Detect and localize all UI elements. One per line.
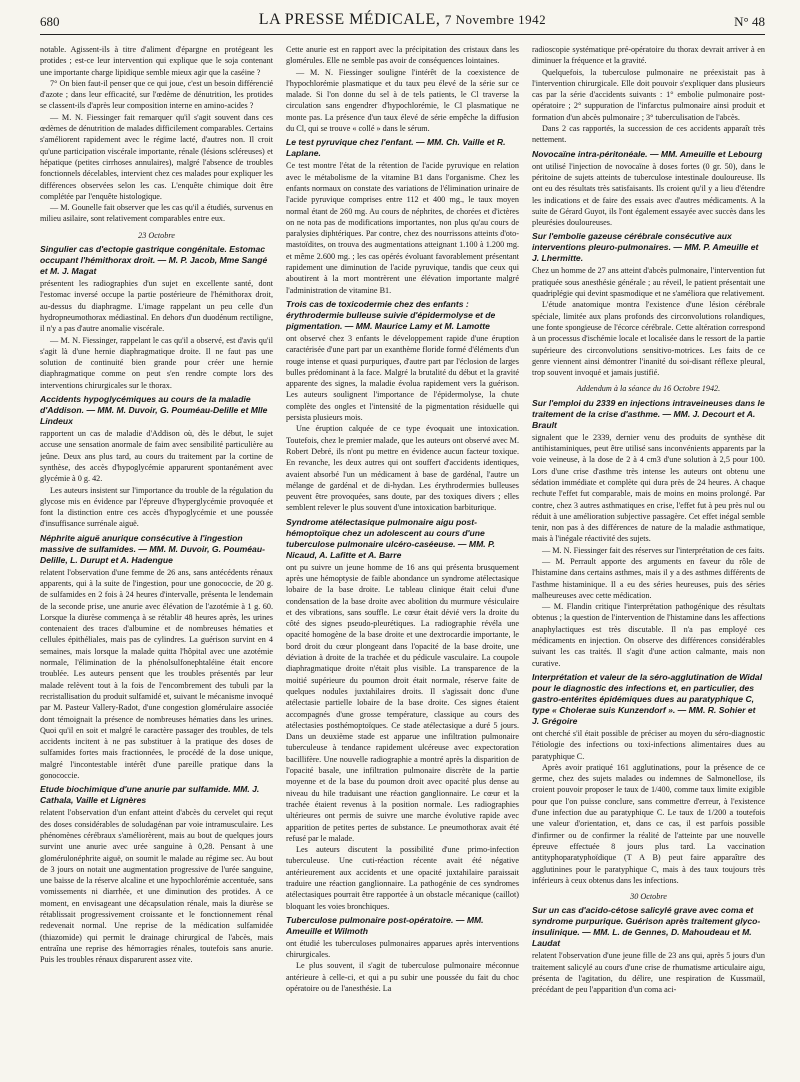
- paragraph: Une éruption calquée de ce type évoquait une intoxication. Toutefois, chez le premier malade, que les auteurs ont observé avec M. Robert Debré, ils n'ont pu mettre en évidence aucun facteur toxique. En revanche, les deux autres qui ont souffert d'accidents identiques, avaient absorbé l'un un médicament à base de gardénal, l'autre un mélange de gardénal et de di-hydan. Les érythrodermies bulleuses peuvent être provoquées, sans doute, par des toxiques divers ; elles semblent relever le plus souvent d'une intoxication barbiturique.: [286, 424, 519, 513]
- article-title: Trois cas de toxicodermie chez des enfants : érythrodermie bulleuse suivie d'épidermolyse et de pigmentation. — MM. Maurice Lamy et M. Lamotte: [286, 298, 496, 331]
- article-title: Le test pyruvique chez l'enfant. — MM. Ch. Vaille et R. Laplane.: [286, 137, 506, 159]
- paragraph: Les auteurs insistent sur l'importance du trouble de la régulation du glycose mis en évidence par l'épreuve d'hyperglycémie provoquée et font la distinction entre ces accès d'hypoglycémie et une poussée d'insuffisance surrénale aiguë.: [40, 485, 273, 529]
- article-title: Sur l'embolie gazeuse cérébrale consécutive aux interventions pleuro-pulmonaires. — MM. P. Ameuille et J. Lhermitte.: [532, 231, 759, 264]
- paragraph: — M. Flandin critique l'interprétation pathogénique des résultats obtenus ; la question de l'intervention de l'histamine dans les affections anaphylactiques est très discutable. Il n'a pas employé ces médicaments en injection. On observe des différences considérables suivant les cas traités. Il s'agit d'une action calmante, mais non curative.: [532, 602, 765, 668]
- column-2: [286, 44, 519, 1074]
- session-date: 30 Octobre: [630, 892, 667, 902]
- paragraph: présentent les radiographies d'un sujet en excellente santé, dont l'estomac inversé occupe la partie postérieure de l'hémithorax droit, au-dessus du diaphragme. L'image rappelant un peu celle d'un hydropneumothorax médiastinal. En dehors d'un duodénum rectiligne, il n'y a pas d'autre anomalie viscérale.: [40, 279, 273, 334]
- paragraph: Dans 2 cas rapportés, la succession de ces accidents apparaît très nettement.: [532, 124, 765, 145]
- paragraph: ont étudié les tuberculoses pulmonaires apparues après interventions chirurgicales.: [286, 938, 519, 960]
- paragraph: signalent que le 2339, dernier venu des produits de synthèse dit antihistaminiques, peut être utilisé sans inconvénients apparents par la voie veineuse, à la dose de 2 à 4 cm3 d'une solution à 2,5 pour 100. Lors d'une crise d'asthme très intense les auteurs ont obtenu une sédation immédiate et complète qui dura près de 24 heures. A chaque rechute l'effet fut comparable, mais de moins en moins prolongé. Par contre, chez 3 autres asthmatiques en crise, l'effet fut à peu près nul ou réduit à une amélioration subjective passagère. Cet effet inégal semble tenir, non pas à des différences de nature de la maladie asthmatique, mais à l'inégale réactivité des sujets.: [532, 432, 765, 544]
- paragraph: — M. Gounelle fait observer que les cas qu'il a étudiés, survenus en milieu asilaire, sont relativement comparables entre eux.: [40, 203, 273, 224]
- article-title: Tuberculose pulmonaire post-opératoire. — MM. Ameuille et Wilmoth: [286, 914, 484, 936]
- article-title: Néphrite aiguë anurique consécutive à l'ingestion massive de sulfamides. — MM. M. Duvoir, G. Pouméau-Delille, L. Durupt et A. Hadengue: [40, 532, 265, 565]
- paragraph: — M. N. Fiessinger fait remarquer qu'il s'agit souvent dans ces œdèmes de dénutrition de malades difficilement comparables. Certains s'améliorent rapidement avec le régime lacté, d'autres non. Il croit qu'une participation viscérale importante, rénale (lésions scléreuses) et hépatique (petites cirrhoses annulaires), malgré l'absence de troubles fonctionnels décelables, intervient chez ces malades pour expliquer les différences observées selon les cas. L'enquête chimique doit être complétée par l'enquête histologique.: [40, 112, 273, 201]
- paragraph: Chez un homme de 27 ans atteint d'abcès pulmonaire, l'intervention fut pratiquée sous anesthésie générale ; au réveil, le patient présentait une quadriplégie qui devint spasmodique et ne s'améliora que relativement.: [532, 266, 765, 299]
- paragraph: ont observé chez 3 enfants le développement rapide d'une éruption caractérisée d'une part par un exanthème floride formé d'éléments d'un rouge intense et quasi purpuriques, d'autre part par l'éclosion de larges bulles prédominant à la face. Malgré la brutalité du début et la gravité apparente des signes, la maladie évolua rapidement vers la guérison. Les auteurs soulignent l'importance de l'épidermolyse, la chute complète des ongles et l'intensité de la pigmentation résiduelle qui persista plusieurs mois.: [286, 333, 519, 423]
- paragraph: notable. Agissent-ils à titre d'aliment d'épargne en protégeant les protides ; est-ce leur intervention qui explique que le soja contenant une importante charge lipidique semble mieux agir que la caséine ?: [40, 45, 273, 77]
- column-3: [532, 44, 765, 1074]
- issue-date: 7 Novembre 1942: [444, 12, 547, 27]
- article-title: Novocaïne intra-péritonéale. — MM. Ameuille et Lebourg: [532, 148, 763, 159]
- article-title: Interprétation et valeur de la séro-agglutination de Widal pour le diagnostic des infections et, en particulier, des gastro-entérites épidémiques dues au paratyphique C, type « Cholerae suis Kunzendorf ». — MM. R. Sohier et J. Grégoire: [532, 671, 763, 726]
- paragraph: — M. N. Fiessinger fait des réserves sur l'interprétation de ces faits.: [542, 545, 765, 555]
- article-title: Singulier cas d'ectopie gastrique congénitale. Estomac occupant l'hémithorax droit. — M. P. Jacob, Mme Sangé et M. J. Magat: [40, 244, 268, 277]
- paragraph: relatent l'observation d'une jeune fille de 23 ans qui, après 5 jours d'un traitement salicylé au cours d'une crise de rhumatisme articulaire aigu, présenta de l'agitation, du délire, une respiration de Kussmaül, précédant de peu l'apparition d'un coma aci-: [532, 951, 765, 995]
- paragraph: relatent l'observation d'un enfant atteint d'abcès du cervelet qui reçut des doses considérables de soludagénan par voie intramusculaire. Les phénomènes cérébraux s'améliorèrent, mais au bout de quelques jours survint une anurie avec urée sanguine à 0,28. Pensant à une glomérulonéphrite aiguë, on soumit le malade au régime sec. Au bout de 3 jours on notait une augmentation progressive de l'urée sanguine, une baisse de la réserve alcaline et une hypochlorémie accentuée, sans vomissements ni diarrhée, et une diminution des protides. A ce moment, en envisageant une décapsulation rénale, mais la diurèse se rétablissait progressivement croissante et le fonctionnement rénal redevenait normal. Une reprise de la médication sulfamidée (thiazomide) qui permit le drainage chirurgical de l'abcès, mais entraîna une reprise des hémorragies rénales, toutefois sans anurie. Puis les troubles rénaux disparurent assez vite.: [40, 808, 273, 965]
- article-title: Accidents hypoglycémiques au cours de la maladie d'Addison. — MM. M. Duvoir, G. Pouméau-Delille et Mlle Lindeux: [40, 394, 268, 427]
- column-1: [40, 44, 273, 1074]
- paragraph: ont pu suivre un jeune homme de 16 ans qui présenta brusquement après une hémoptysie de faible abondance un syndrome atélectasique lobaire de la base droite. Le tableau clinique était celui d'une condensation de la base droite avec abolition du murmure vésiculaire et des vibrations, sans souffle. Le cœur était dévié vers la droite du côté des signes pseudo-pleurétiques. La radiographie révéla une opacité homogène de la base droite et une dextrocardie importante, le bord droit du cœur plongeant dans l'opacité de la base droite, une déviation à droite de la trachée et du pédicule vasculaire. La coupole diaphragmatique droite n'était plus visible. La transparence de la moitié supérieure du poumon droit était normale, réserve faite de quelques nodules juxtahilaires droits. Il s'agissait donc d'une atélectasie partielle lobaire de la base droite. Ces signes étaient accompagnés d'une grosse température, classique au cours des atélectasies posthémoptoïques. Ce stade atélectasique a duré 5 jours. Dans un deuxième stade est apparue une infiltration pulmonaire tuberculeuse à tendance rapidement ulcéreuse avec expectoration bacillifère. Une nouvelle radiographie a montré après la disparition de l'opacité basale, une infiltration pulmonaire discrète de la partie moyenne et de la base du poumon droit avec opacité plus dense au niveau du hile traduisant une réaction ganglionnaire. Le cœur et la trachée étaient revenus à la position normale. Les radiographies ultérieures ont permis de suivre une marche évolutive rapide avec apparition de petites pertes de substance. Le pneumothorax avait été refusé par le malade.: [286, 562, 519, 843]
- session-date: 23 Octobre: [138, 230, 175, 240]
- paragraph: ont cherché s'il était possible de préciser au moyen du séro-diagnostic l'étiologie des infections ou toxi-infections alimentaires dues au paratyphique C.: [532, 728, 765, 761]
- page-header: [40, 10, 765, 34]
- issue-number: N° 48: [734, 14, 765, 29]
- header-rule: [40, 34, 765, 35]
- article-title: Syndrome atélectasique pulmonaire aigu post-hémoptoïque chez un adolescent au cours d'une tuberculose pulmonaire ulcéro-caséeuse. — MM. P. Nicaud, A. Lafitte et A. Barre: [286, 516, 496, 560]
- page-number: 680: [40, 14, 60, 29]
- paragraph: radioscopie systématique pré-opératoire du thorax devrait arriver à en diminuer la fréquence et la gravité.: [532, 45, 765, 66]
- paragraph: — M. N. Fiessinger souligne l'intérêt de la coexistence de l'hypochlorémie plasmatique et du taux peu élevé de la série sur ce malade. Si l'on donne du sel à de tels patients, le Cl traverse la circulation sans engendrer d'hypochlorémie, le Cl plasmatique ne monte pas. La présence d'un taux élevé de série empêche la diffusion du Cl, qui se trouve « collé » dans le sérum.: [286, 67, 519, 134]
- paragraph: Le plus souvent, il s'agit de tuberculose pulmonaire méconnue antérieure à celle-ci, et qui a pu subir une poussée du fait du choc opératoire ou de l'anesthésie. La: [286, 961, 519, 994]
- paragraph: Ce test montre l'état de la rétention de l'acide pyruvique en relation avec le métabolisme de la vitamine B1 dans l'organisme. Chez les enfants normaux on constate des variations de l'élimination urinaire de l'acide pyruvique comprises entre 112 et 400 mg., le taux moyen normal étant de 260 mg. Au cours de néphrites, de chorées et d'ictères on ne nota pas de modifications importantes, non plus qu'au cours de paralysies diphtériques. Par contre, chez des nourrissons atteints d'oto-mastoïdites, on trouva des augmentations atteignant 1.100 à 1.200 mg. et même 2.600 mg. ; les cas opérés évoluant favorablement présentant rapidement une diminution de l'acide pyruvique, tandis que ceux qui aboutirent à la mort montrèrent une élévation importante malgré l'administration de vitamine B1.: [286, 161, 519, 295]
- article-title: Sur un cas d'acido-cétose salicylé grave avec coma et syndrome purpurique. Guérison après traitement glyco-insulinique. — MM. L. de Gennes, D. Mahoudeau et M. Laudat: [532, 905, 761, 949]
- paragraph: Quelquefois, la tuberculose pulmonaire ne préexistait pas à l'intervention chirurgicale. Elle doit pouvoir s'expliquer dans plusieurs cas par la série d'accidents suivants : 1° embolie pulmonaire post-opératoire ; 2° suppuration de l'infarctus pulmonaire ainsi produit et formation d'un abcès pulmonaire ; 3° tuberculisation de l'abcès.: [532, 67, 765, 122]
- session-date: Addendum à la séance du 16 Octobre 1942.: [576, 384, 721, 394]
- paragraph: ont utilisé l'injection de novocaïne à doses fortes (0 gr. 50), dans le péritoine de sujets atteints de tuberculose intestinale douloureuse. Ils ont eu des résultats très satisfaisants. Ils croient qu'il y a lieu d'étendre les indications et de faire des essais avec d'autres médicaments. A la suite de Gérard Guyot, ils l'ont également essayée avec succès dans les pleurésies douloureuses.: [532, 161, 765, 228]
- paragraph: L'étude anatomique montra l'existence d'une lésion cérébrale spéciale, limitée aux plans profonds des circonvolutions rolandiques, une fonte spongieuse de l'écorce cérébrale. Cette altération correspond à un processus d'ischémie locale et localisée dans le ressort de la partie supérieure des circonvolutions sensitivo-motrices. Les faits de ce genre viennent ainsi démontrer l'inanité du soi-disant réflexe pleural, trop souvent invoqué et jamais justifié.: [532, 300, 765, 378]
- journal-title-line: [40, 11, 765, 29]
- paragraph: Cette anurie est en rapport avec la précipitation des cristaux dans les glomérules. Elle ne semble pas avoir de conséquences lointaines.: [286, 45, 519, 66]
- paragraph: — M. N. Fiessinger, rappelant le cas qu'il a observé, est d'avis qu'il s'agit là d'une hernie diaphragmatique droite. Il ne faut pas une solution de continuité bien grande pour créer une hernie diaphragmatique comme on peut s'en rendre compte lors des interventions chirurgicales sur le thorax.: [40, 335, 273, 390]
- paragraph: relatent l'observation d'une femme de 26 ans, sans antécédents rénaux apparents, qui à la suite de l'ingestion, pour une gonococcie, de 20 g. de sulfamides en 2 fois à 24 heures d'intervalle, présenta le lendemain de la seconde prise, une anurie avec élévation de l'azotémie à 1 g. 60. Lorsque la diurèse commença à se rétablir 48 heures après, les urines contenaient des traces d'albumine et de nombreuses hématies et cellules épithéliales, mais pas de cylindres. La guérison survint en 4 semaines, mais lorsque la malade quitta l'hôpital avec une azotémie normale, l'élimination de la phénolsulfonephtaléine était encore troublée. Les auteurs pensent que les troubles présentés par leur malade relèvent tout à la fois de l'encombrement des tubuli par la recristallisation du produit sulfamidé et, suivant le mécanisme invoqué par M. Pasteur Vallery-Radot, d'une congestion glomérulaire associée dont témoignait la présence de nombreuses hématies dans les urines. Quoi qu'il en soit et malgré le caractère passager des troubles, de tels accidents incitent à ne pas substituer à la pratique des doses de sulfamides fortes mais fractionnées, le procédé de la dose unique, malgré l'incontestable intérêt d'une pareille pratique dans la gonococcie.: [40, 567, 273, 781]
- paragraph: Après avoir pratiqué 161 agglutinations, pour la présence de ce germe, chez des sujets malades ou indemnes de Salmonellose, ils croient pouvoir proposer le taux de 1/400, comme taux limite exigible pour que l'on puisse conclure, sans commettre d'erreur, à l'existence d'une infection due au paratyphique C. Le taux de 1/200 a toutefois une valeur d'orientation, et, dans ce cas, il est parfois possible d'infirmer ou de confirmer la réalité de l'atteinte par une nouvelle épreuve effectuée 8 jours plus tard. La vaccination antityphoparatyphoïdique (T A B) peut faire apparaître des agglutinines pour le paratyphique C, mais à des taux toujours très inférieurs à ceux obtenus dans les infections.: [532, 762, 765, 885]
- paragraph: rapportent un cas de maladie d'Addison où, dès le début, le sujet accuse une sensation anormale de faim avec sensibilité particulière au jeûne. Deux ans plus tard, au cours du traitement par la cortine de synthèse, des accès d'hypoglycémie apparurent spontanément avec glycémie à 0 g. 42.: [40, 429, 273, 484]
- article-title: Etude biochimique d'une anurie par sulfamide. MM. J. Cathala, Vaille et Lignères: [40, 784, 260, 806]
- journal-name: LA PRESSE MÉDICALE,: [258, 11, 441, 28]
- paragraph: — M. Perrault apporte des arguments en faveur du rôle de l'histamine dans certains asthmes, mais il y a des asthmes différents de l'asthme histaminique. Il a eu des séries heureuses, puis des séries malheureuses avec cette médication.: [532, 556, 765, 600]
- paragraph: Les auteurs discutent la possibilité d'une primo-infection tuberculeuse. Une cuti-réaction récente avait été négative antérieurement aux accidents et une opacité juxtahilaire paraissait traduire une réaction ganglionnaire. La pathogénie de ces syndromes atélectasiques pourrait être rapportée à un obstacle mécanique (caillot) bloquant les voies bronchiques.: [286, 845, 519, 911]
- paragraph: 7° On bien faut-il penser que ce qui joue, c'est un besoin différencié d'azote ; dans leur efficacité, sur l'œdème de dénutrition, les protides se classent-ils d'après leur composition interne en amino-acides ?: [40, 78, 273, 111]
- article-title: Sur l'emploi du 2339 en injections intraveineuses dans le traitement de la crise d'asthme. — MM. J. Decourt et A. Brault: [532, 397, 765, 430]
